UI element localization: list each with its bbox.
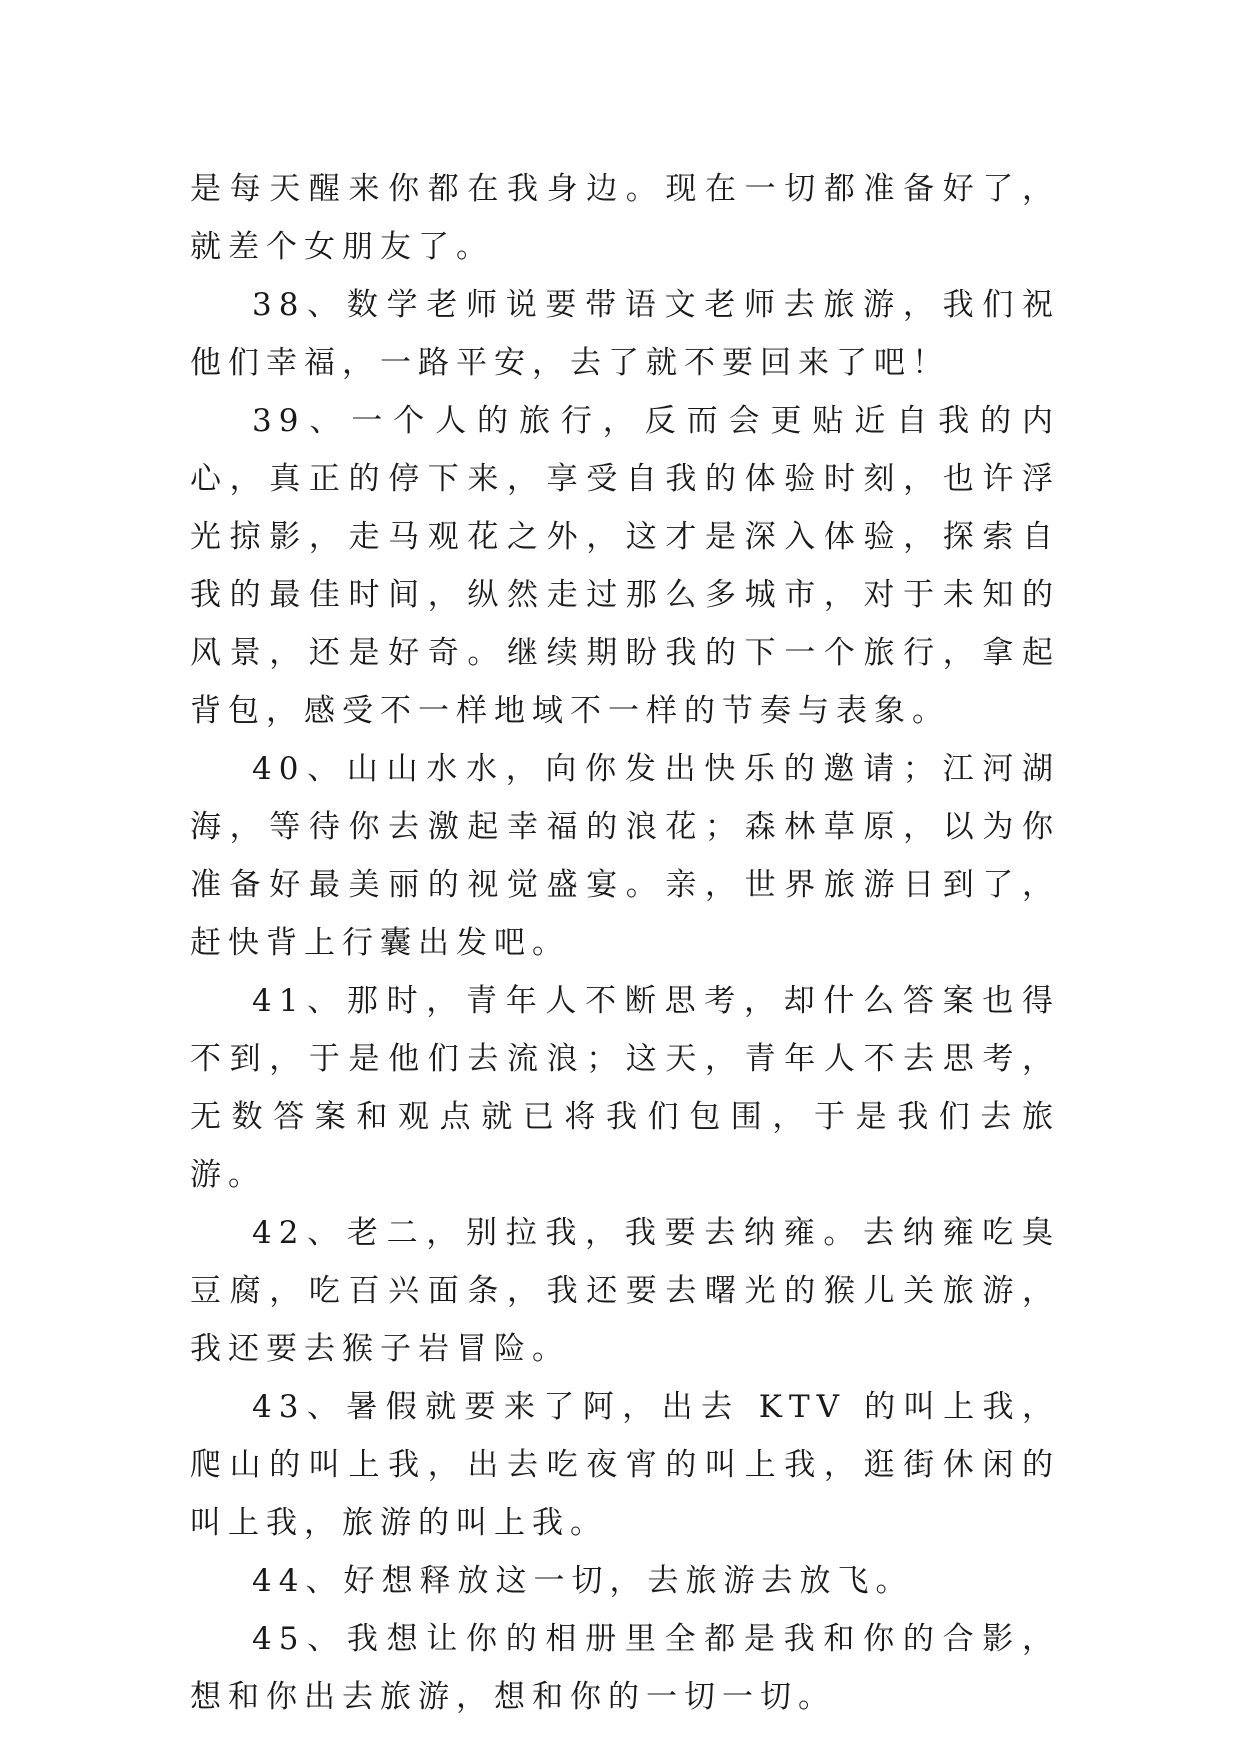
- paragraph-continued: 是每天醒来你都在我身边。现在一切都准备好了，就差个女朋友了。: [190, 171, 1060, 265]
- document-body: [190, 160, 1060, 1726]
- paragraph-45: 45、我想让你的相册里全都是我和你的合影，想和你出去旅游，想和你的一切一切。: [190, 1621, 1060, 1715]
- paragraph-41: 41、那时，青年人不断思考，却什么答案也得不到，于是他们去流浪；这天，青年人不去思考，无数答案和观点就已将我们包围，于是我们去旅游。: [190, 983, 1060, 1193]
- paragraph-38: 38、数学老师说要带语文老师去旅游，我们祝他们幸福，一路平安，去了就不要回来了吧！: [190, 287, 1060, 381]
- paragraph-39: 39、一个人的旅行，反而会更贴近自我的内心，真正的停下来，享受自我的体验时刻，也许浮光掠影，走马观花之外，这才是深入体验，探索自我的最佳时间，纵然走过那么多城市，对于未知的风景，还是好奇。继续期盼我的下一个旅行，拿起背包，感受不一样地域不一样的节奏与表象。: [190, 403, 1060, 729]
- paragraph-44: 44、好想释放这一切，去旅游去放飞。: [252, 1563, 914, 1599]
- paragraph-43: 43、暑假就要来了阿，出去 KTV 的叫上我，爬山的叫上我，出去吃夜宵的叫上我，逛街休闲的叫上我，旅游的叫上我。: [190, 1389, 1060, 1541]
- paragraph-42: 42、老二，别拉我，我要去纳雍。去纳雍吃臭豆腐，吃百兴面条，我还要去曙光的猴儿关旅游，我还要去猴子岩冒险。: [190, 1215, 1060, 1367]
- paragraph-40: 40、山山水水，向你发出快乐的邀请；江河湖海，等待你去激起幸福的浪花；森林草原，以为你准备好最美丽的视觉盛宴。亲，世界旅游日到了，赶快背上行囊出发吧。: [190, 751, 1060, 961]
